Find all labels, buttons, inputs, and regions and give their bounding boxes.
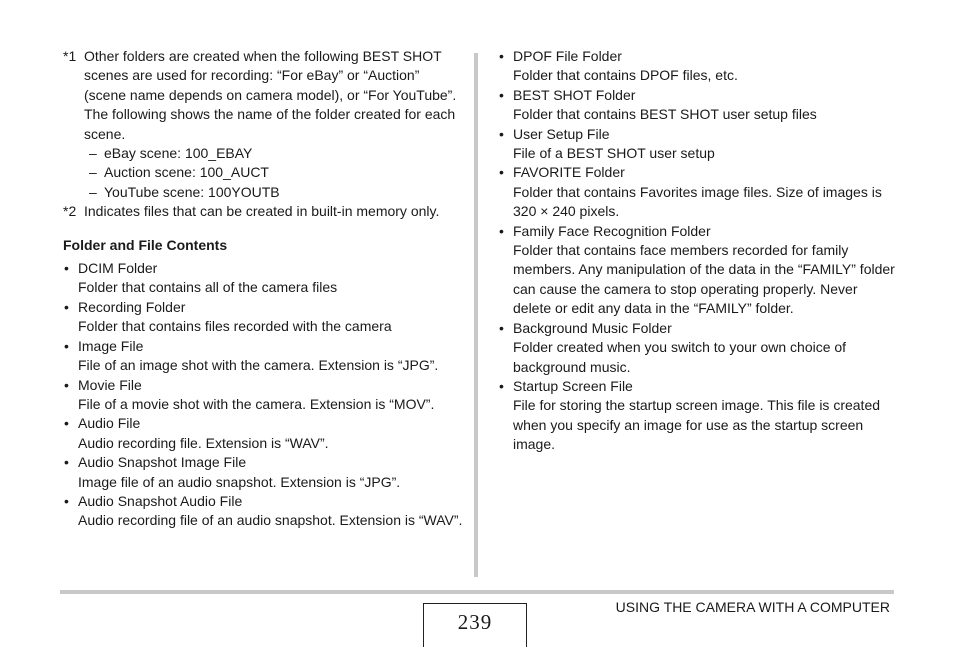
item-description: Audio recording file. Extension is “WAV”. <box>78 434 329 451</box>
list-item <box>63 414 463 453</box>
list-item <box>498 47 898 86</box>
bullet-marker: • <box>499 319 504 336</box>
item-description: Folder created when you switch to your own choice of background music. <box>513 339 847 375</box>
right-column <box>498 47 898 455</box>
item-title: Audio Snapshot Audio File <box>78 492 243 509</box>
scene-item <box>63 183 463 202</box>
item-title: Family Face Recognition Folder <box>513 222 711 239</box>
list-item <box>498 86 898 125</box>
column-divider <box>474 53 478 577</box>
scene-text: Auction scene: 100_AUCT <box>104 164 269 181</box>
bullet-marker: • <box>64 454 69 471</box>
item-description: Folder that contains all of the camera files <box>78 279 338 296</box>
section-heading: Folder and File Contents <box>63 236 228 253</box>
list-item <box>498 163 898 221</box>
item-description: Folder that contains face members recorded for family members. Any manipulation of the data in the “FAMILY” folder can cause the camera to stop operating properly. Never delete or edit any data in the “FAMILY” folder. <box>513 242 895 317</box>
list-item <box>63 376 463 415</box>
dash-marker: – <box>89 183 97 200</box>
footnote-1 <box>63 47 463 144</box>
list-item <box>498 222 898 319</box>
bullet-marker: • <box>499 164 504 181</box>
item-title: Movie File <box>78 376 142 393</box>
list-item <box>63 337 463 376</box>
dash-marker: – <box>89 145 97 162</box>
bullet-marker: • <box>64 298 69 315</box>
page-number: 239 <box>423 603 527 647</box>
footnote-text: Other folders are created when the following BEST SHOT scenes are used for recording: “For eBay” or “Auction” (scene name depends on camera model), or “For YouTube”. The following shows the name of the folder created for each scene. <box>84 48 457 142</box>
item-title: BEST SHOT Folder <box>513 86 636 103</box>
item-description: Folder that contains DPOF files, etc. <box>513 67 738 84</box>
item-title: Recording Folder <box>78 298 186 315</box>
scene-text: YouTube scene: 100YOUTB <box>104 183 280 200</box>
list-item <box>498 377 898 455</box>
item-description: Folder that contains Favorites image files. Size of images is 320 × 240 pixels. <box>513 183 882 220</box>
bullet-marker: • <box>499 48 504 64</box>
bullet-marker: • <box>64 492 69 509</box>
bullet-marker: • <box>499 86 504 103</box>
item-description: Folder that contains files recorded with the camera <box>78 318 392 335</box>
item-title: Background Music Folder <box>513 319 672 336</box>
scene-text: eBay scene: 100_EBAY <box>104 145 253 162</box>
bullet-marker: • <box>64 337 69 354</box>
bullet-marker: • <box>499 125 504 142</box>
item-description: File of an image shot with the camera. Extension is “JPG”. <box>78 357 439 374</box>
item-title: DPOF File Folder <box>513 48 622 64</box>
bullet-marker: • <box>64 415 69 432</box>
dash-marker: – <box>89 164 97 181</box>
item-title: DCIM Folder <box>78 260 158 277</box>
item-title: Audio Snapshot Image File <box>78 454 247 471</box>
footnote-mark: *1 <box>63 48 77 64</box>
left-column <box>63 47 463 531</box>
list-item <box>63 298 463 337</box>
contents-list <box>63 259 463 531</box>
scene-item <box>63 163 463 182</box>
footnote-mark: *2 <box>63 203 77 220</box>
chapter-title: USING THE CAMERA WITH A COMPUTER <box>615 599 890 615</box>
item-description: Audio recording file of an audio snapshot. Extension is “WAV”. <box>78 512 463 529</box>
item-title: Startup Screen File <box>513 377 633 394</box>
footnote-2 <box>63 202 463 221</box>
list-item <box>498 125 898 164</box>
list-item <box>63 453 463 492</box>
footnote-text: Indicates files that can be created in built-in memory only. <box>84 203 440 220</box>
item-description: Folder that contains BEST SHOT user setup files <box>513 106 817 123</box>
list-item <box>63 259 463 298</box>
contents-list-continued <box>498 47 898 455</box>
item-description: File for storing the startup screen image. This file is created when you specify an image for use as the startup screen image. <box>513 397 881 453</box>
item-title: User Setup File <box>513 125 610 142</box>
item-description: File of a movie shot with the camera. Extension is “MOV”. <box>78 395 435 412</box>
list-item <box>498 319 898 377</box>
scene-item <box>63 144 463 163</box>
list-item <box>63 492 463 531</box>
item-description: File of a BEST SHOT user setup <box>513 145 715 162</box>
bullet-marker: • <box>64 260 69 277</box>
item-description: Image file of an audio snapshot. Extension is “JPG”. <box>78 473 401 490</box>
item-title: Image File <box>78 337 144 354</box>
bullet-marker: • <box>64 376 69 393</box>
item-title: FAVORITE Folder <box>513 164 625 181</box>
bullet-marker: • <box>499 222 504 239</box>
bullet-marker: • <box>499 377 504 394</box>
item-title: Audio File <box>78 415 141 432</box>
footer-rule <box>60 590 894 594</box>
